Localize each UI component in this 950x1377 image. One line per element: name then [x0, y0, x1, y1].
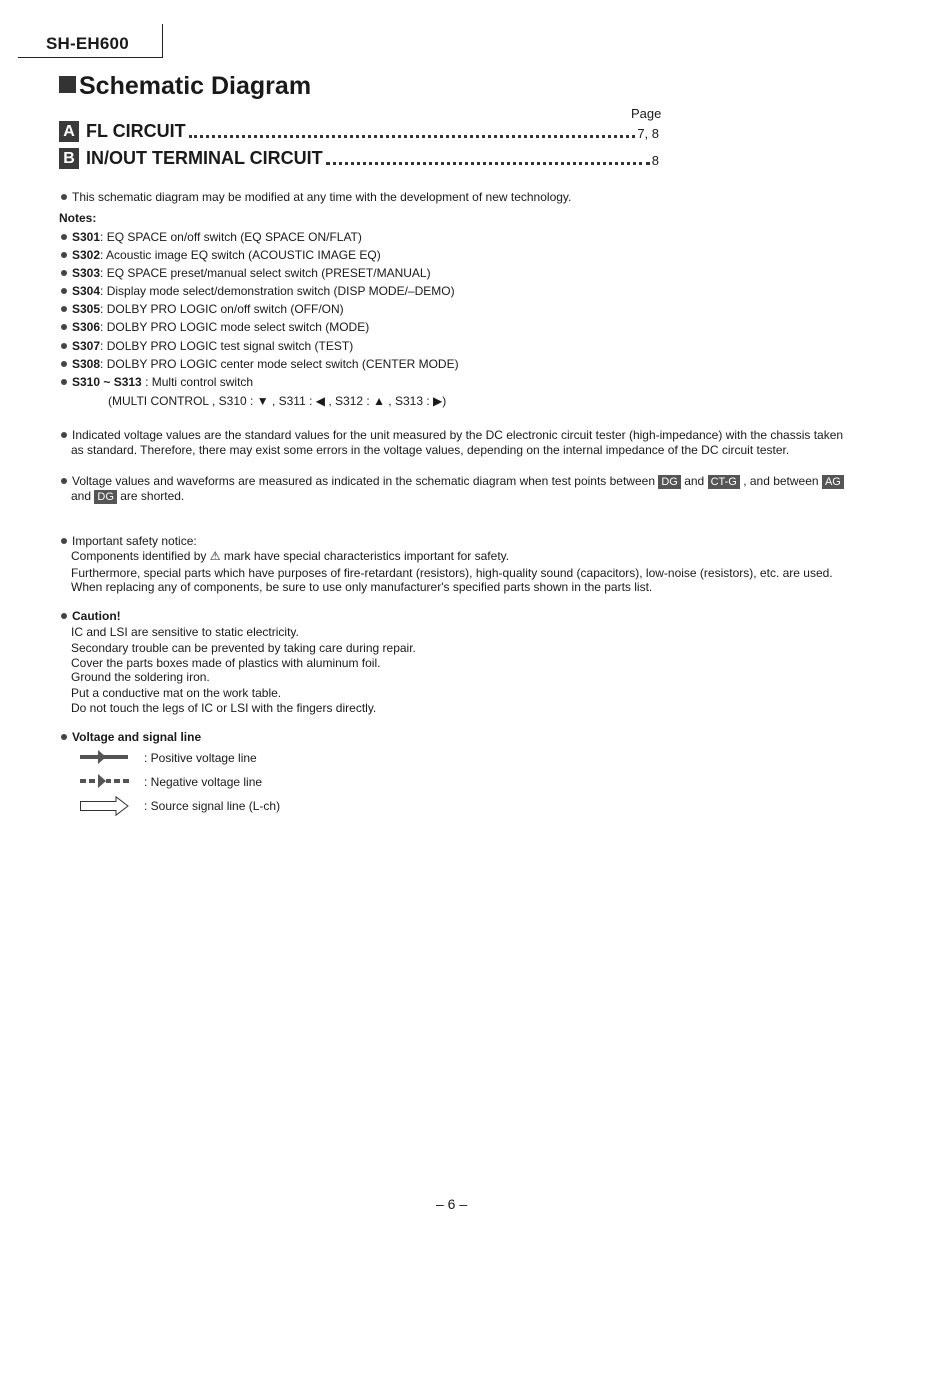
- bullet-icon: [61, 324, 67, 330]
- positive-voltage-line-icon: [80, 750, 132, 764]
- tag-ag: AG: [822, 475, 844, 489]
- toc-page-header: Page: [631, 106, 662, 121]
- page-number: – 6 –: [436, 1196, 468, 1212]
- toc-leader-dots: [189, 134, 636, 138]
- legend-label-negative: : Negative voltage line: [144, 775, 263, 789]
- bullet-icon: [61, 432, 67, 438]
- caution-line: Do not touch the legs of IC or LSI with the fingers directly.: [71, 701, 377, 715]
- tag-dg: DG: [658, 475, 681, 489]
- caution-heading: Caution!: [61, 609, 121, 624]
- toc-row-a: [59, 118, 659, 142]
- header-underline: [18, 57, 163, 58]
- safety-heading: Important safety notice:: [61, 534, 197, 549]
- bullet-icon: [61, 379, 67, 385]
- multi-control-detail: (MULTI CONTROL , S310 : ▼ , S311 : ◀ , S312 : ▲ , S313 : ▶): [108, 394, 447, 408]
- bullet-icon: [61, 252, 67, 258]
- bullet-icon: [61, 306, 67, 312]
- caution-line: Secondary trouble can be prevented by taking care during repair.: [71, 641, 416, 655]
- toc-row-b: [59, 145, 659, 169]
- caution-line: Ground the soldering iron.: [71, 670, 210, 684]
- safety-line-2: Furthermore, special parts which have purposes of fire-retardant (resistors), high-quality sound (capacitors), low-noise (resistors), etc. are used.: [71, 566, 833, 580]
- header-divider: [162, 24, 163, 58]
- note-item: S308: DOLBY PRO LOGIC center mode select switch (CENTER MODE): [61, 357, 459, 372]
- right-triangle-icon: ▶: [433, 394, 443, 408]
- bullet-icon: [61, 343, 67, 349]
- toc-label-b: IN/OUT TERMINAL CIRCUIT: [86, 148, 323, 168]
- left-triangle-icon: ◀: [315, 394, 325, 408]
- warning-triangle-icon: ⚠: [209, 549, 221, 563]
- tag-ct-g: CT-G: [708, 475, 740, 489]
- toc-letter-a: A: [59, 121, 79, 142]
- bullet-icon: [61, 288, 67, 294]
- legend-heading: Voltage and signal line: [61, 730, 201, 745]
- bullet-icon: [61, 538, 67, 544]
- caution-line: Cover the parts boxes made of plastics with aluminum foil.: [71, 656, 381, 670]
- voltage-note-line2: as standard. Therefore, there may exist some errors in the voltage values, depending on the internal impedance of the DC circuit tester.: [71, 443, 790, 457]
- note-item: S307: DOLBY PRO LOGIC test signal switch (TEST): [61, 339, 353, 354]
- safety-line-1: Components identified by ⚠ mark have special characteristics important for safety.: [71, 549, 510, 563]
- toc-leader-dots: [326, 161, 650, 165]
- note-item: S303: EQ SPACE preset/manual select switch (PRESET/MANUAL): [61, 266, 431, 281]
- note-item: S310 ~ S313 : Multi control switch: [61, 375, 253, 390]
- up-triangle-icon: ▲: [373, 394, 385, 408]
- toc-label-a: FL CIRCUIT: [86, 121, 186, 141]
- note-item: S302: Acoustic image EQ switch (ACOUSTIC IMAGE EQ): [61, 248, 381, 263]
- legend-label-positive: : Positive voltage line: [144, 751, 257, 765]
- negative-voltage-line-icon: [80, 774, 132, 788]
- notes-heading: Notes:: [59, 211, 97, 225]
- note-item: S304: Display mode select/demonstration switch (DISP MODE/–DEMO): [61, 284, 455, 299]
- bullet-icon: [61, 734, 67, 740]
- source-signal-line-icon: [80, 796, 132, 816]
- page-title-text: Schematic Diagram: [79, 72, 312, 100]
- note-item: S301: EQ SPACE on/off switch (EQ SPACE ON/FLAT): [61, 230, 362, 245]
- bullet-icon: [61, 234, 67, 240]
- tag-dg: DG: [94, 490, 117, 504]
- bullet-icon: [61, 194, 67, 200]
- bullet-icon: [61, 478, 67, 484]
- note-item: S306: DOLBY PRO LOGIC mode select switch (MODE): [61, 320, 369, 335]
- down-triangle-icon: ▼: [256, 394, 269, 408]
- caution-line: IC and LSI are sensitive to static electricity.: [71, 625, 299, 639]
- bullet-icon: [61, 270, 67, 276]
- waveform-note-line2: and DG are shorted.: [71, 489, 185, 503]
- voltage-note: Indicated voltage values are the standard values for the unit measured by the DC electronic circuit tester (high-impedance) with the chassis taken: [61, 428, 843, 443]
- toc-page-a: 7, 8: [637, 126, 659, 141]
- page-title: [59, 72, 311, 101]
- legend-label-source: : Source signal line (L-ch): [144, 799, 281, 813]
- bullet-icon: [61, 613, 67, 619]
- bullet-icon: [61, 361, 67, 367]
- safety-line-3: When replacing any of components, be sure to use only manufacturer's specified parts shown in the parts list.: [71, 580, 653, 594]
- model-number: SH-EH600: [46, 34, 129, 53]
- caution-line: Put a conductive mat on the work table.: [71, 686, 282, 700]
- note-item: S305: DOLBY PRO LOGIC on/off switch (OFF/ON): [61, 302, 344, 317]
- toc-page-b: 8: [651, 153, 659, 168]
- square-bullet-icon: [59, 76, 76, 93]
- toc-letter-b: B: [59, 148, 79, 169]
- intro-note: This schematic diagram may be modified at any time with the development of new technology.: [61, 190, 571, 205]
- waveform-note: Voltage values and waveforms are measured as indicated in the schematic diagram when test points between DG and CT-G , and between AG: [61, 474, 844, 489]
